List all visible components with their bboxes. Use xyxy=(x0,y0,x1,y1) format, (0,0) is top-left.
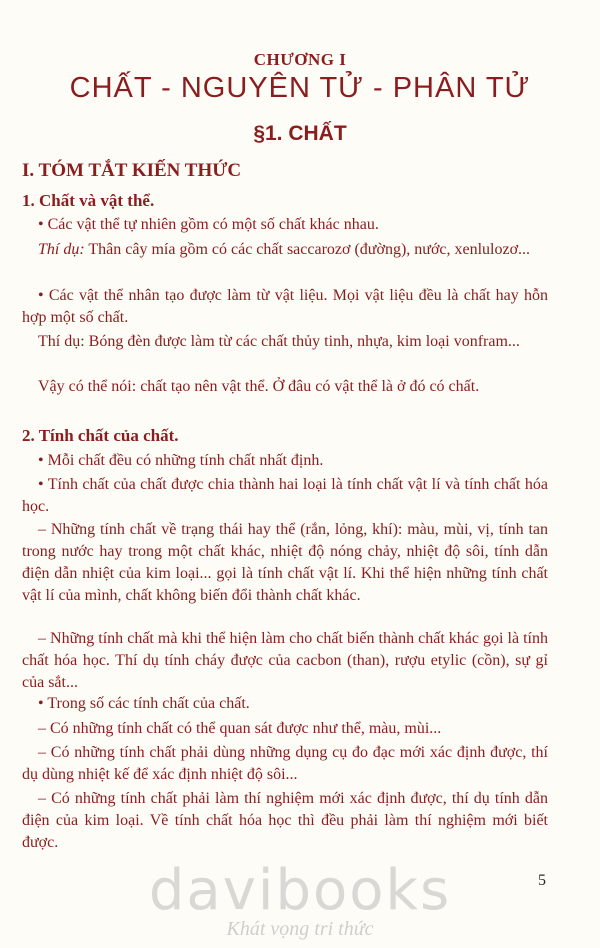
chapter-title: CHẤT - NGUYÊN TỬ - PHÂN TỬ xyxy=(69,72,531,104)
subheading-1: 1. Chất và vật thể. xyxy=(22,191,155,210)
paragraph: – Những tính chất mà khi thể hiện làm cho chất biến thành chất khác gọi là tính chất hóa học. Thí dụ tính cháy được của cacbon (than), rượu etylic (cồn), sự gỉ của sắt... xyxy=(22,630,548,691)
paragraph: – Những tính chất về trạng thái hay thể (rắn, lỏng, khí): màu, mùi, vị, tính tan trong nước hay trong một chất khác, nhiệt độ nóng chảy, nhiệt độ sôi, tính dẫn điện dẫn nhiệt của kim loại... gọi là tính chất vật lí. Khi thể hiện những tính chất vật lí của mình, chất không biến đổi thành chất khác. xyxy=(22,521,548,604)
main-heading: I. TÓM TẮT KIẾN THỨC xyxy=(22,160,242,181)
paragraph: • Trong số các tính chất của chất. xyxy=(38,695,250,712)
example-label: Thí dụ: xyxy=(38,241,85,258)
paragraph: – Có những tính chất có thể quan sát được như thể, màu, mùi... xyxy=(38,720,442,737)
paragraph: Thí dụ: Bóng đèn được làm từ các chất thủy tinh, nhựa, kim loại vonfram... xyxy=(38,333,520,350)
page-number: 5 xyxy=(538,872,546,889)
section-title: §1. CHẤT xyxy=(253,122,347,145)
paragraph: • Tính chất của chất được chia thành hai loại là tính chất vật lí và tính chất hóa học. xyxy=(22,476,548,515)
example-text: Thân cây mía gồm có các chất saccarozơ (đường), nước, xenlulozơ... xyxy=(84,241,531,258)
paragraph: – Có những tính chất phải làm thí nghiệm mới xác định được, thí dụ tính dẫn điện của kim loại. Về tính chất hóa học thì đều phải làm thí nghiệm mới biết được. xyxy=(22,790,548,851)
chapter-label: CHƯƠNG I xyxy=(253,50,347,69)
subheading-2: 2. Tính chất của chất. xyxy=(22,426,179,445)
paragraph: • Các vật thể nhân tạo được làm từ vật liệu. Mọi vật liệu đều là chất hay hỗn hợp một số chất. xyxy=(22,287,548,326)
watermark-logo: davibooks xyxy=(148,858,452,923)
paragraph: • Mỗi chất đều có những tính chất nhất định. xyxy=(38,452,324,469)
paragraph: – Có những tính chất phải dùng những dụng cụ đo đạc mới xác định được, thí dụ dùng nhiệt kế để xác định nhiệt độ sôi... xyxy=(22,744,548,783)
watermark-slogan: Khát vọng tri thức xyxy=(226,918,374,940)
paragraph: Vậy có thể nói: chất tạo nên vật thể. Ở đâu có vật thể là ở đó có chất. xyxy=(38,378,480,395)
paragraph: • Các vật thể tự nhiên gồm có một số chất khác nhau. xyxy=(38,216,379,233)
paragraph-example xyxy=(22,239,548,261)
